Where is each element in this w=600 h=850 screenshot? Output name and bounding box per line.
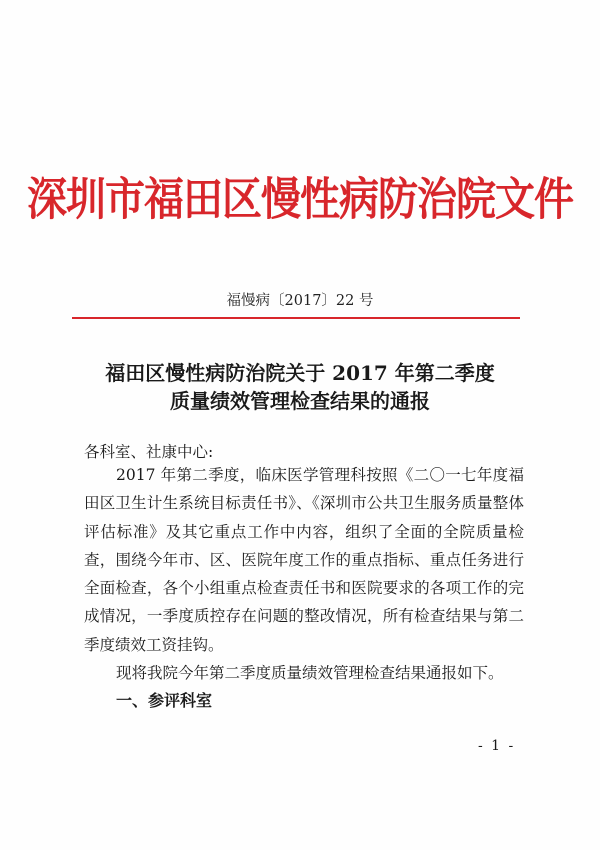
page-number: - 1 - [478,738,516,754]
section-heading: 一、参评科室 [116,691,213,710]
red-divider-line [72,317,520,319]
body-paragraph-1: 2017 年第二季度，临床医学管理科按照《二〇一七年度福田区卫生计生系统目标责任书》、《深圳市公共卫生服务质量整体评估标准》及其它重点工作中内容，组织了全面的全院质量检查，围绕今年市、区、医院年度工作的重点指标、重点任务进行全面检查，各个小组重点检查责任书和医院要求的各项工作的完成情况，一季度质控存在问题的整改情况，所有检查结果与第二季度绩效工资挂钩。 [84,466,524,654]
letterhead-title: 深圳市福田区慢性病防治院文件 [27,173,573,226]
salutation: 各科室、社康中心: [84,443,214,461]
document-number: 福慢病〔2017〕22 号 [226,293,374,309]
notice-title-line-2: 质量绩效管理检查结果的通报 [170,389,430,413]
notice-title-line-1: 福田区慢性病防治院关于 2017 年第二季度 [105,361,495,385]
body-paragraph-2: 现将我院今年第二季度质量绩效管理检查结果通报如下。 [116,664,504,682]
